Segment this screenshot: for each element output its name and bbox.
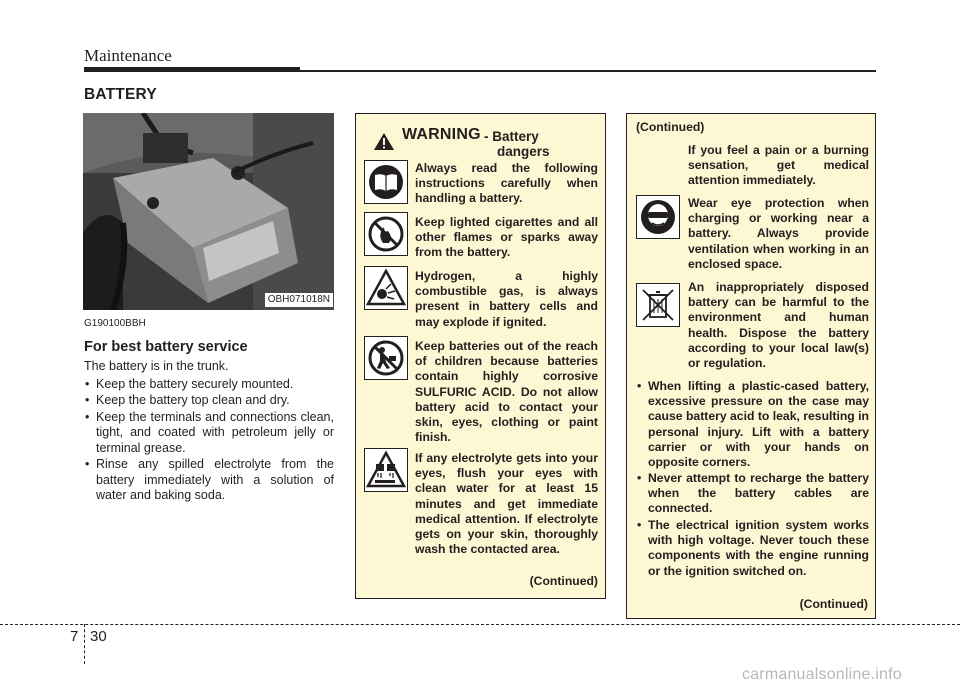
page-number: 30 [90, 628, 107, 645]
continued-label: (Continued) [529, 574, 598, 588]
list-item: • When lifting a plastic-cased battery, excessive pressure on the case may cause battery acid to leak, resulting in personal injury. Lift with a battery carrier or with your hands on opposite corners. [636, 379, 869, 470]
keep-away-children-icon [364, 336, 408, 380]
footer-rule [0, 624, 960, 625]
header-rule-thin [300, 70, 876, 72]
list-item: • Keep the terminals and connections clean, tight, and coated with petroleum jelly or terminal grease. [84, 410, 334, 457]
warning-item-text: Keep batteries out of the reach of children because batteries contain highly corrosive SULFURIC ACID. Do not allow battery acid to contact your skin, eyes, clothing or paint finish. [415, 339, 598, 445]
warning-item-text: Hydrogen, a highly combustible gas, is always present in battery cells and may explode if ignited. [415, 269, 598, 329]
list-item: • Rinse any spilled electrolyte from the battery immediately with a solution of water and baking soda. [84, 457, 334, 504]
warning-item-text: If any electrolyte gets into your eyes, flush your eyes with clean water for at least 15 minutes and get immediate medical attention. If electrolyte gets on your skin, thoroughly wash the contacted area. [415, 451, 598, 557]
continued-lead-text: If you feel a pain or a burning sensation, get medical attention immediately. [688, 143, 869, 188]
continued-label: (Continued) [799, 597, 868, 611]
continued-box [626, 113, 876, 619]
section-code: G190100BBH [84, 318, 146, 329]
warning-subtitle-2: dangers [497, 144, 550, 159]
explosion-icon [364, 266, 408, 310]
battery-photo [83, 113, 334, 310]
header-rule-thick [84, 67, 300, 72]
continued-item-text: An inappropriately disposed battery can be harmful to the environment and human health. Dispose the battery according to your local law(s) or regulation. [688, 280, 869, 371]
warning-item-text: Always read the following instructions carefully when handling a battery. [415, 161, 598, 206]
left-column [84, 316, 334, 505]
warning-box [355, 113, 606, 599]
eye-protection-icon [636, 195, 680, 239]
list-item: • Keep the battery securely mounted. [84, 377, 334, 393]
no-flame-icon [364, 212, 408, 256]
list-item: • Never attempt to recharge the battery when the battery cables are connected. [636, 471, 869, 517]
list-item: • Keep the battery top clean and dry. [84, 393, 334, 409]
continued-heading: (Continued) [636, 120, 705, 134]
list-item: • The electrical ignition system works with high voltage. Never touch these components with the engine running or the ignition switched on. [636, 518, 869, 579]
warning-item-text: Keep lighted cigarettes and all other flames or sparks away from the battery. [415, 215, 598, 260]
warning-label: WARNING [402, 126, 481, 143]
footer-divider [84, 624, 85, 664]
no-disposal-bin-icon [636, 283, 680, 327]
manual-book-icon [364, 160, 408, 204]
acid-hazard-icon [364, 448, 408, 492]
subheading: For best battery service [84, 338, 248, 355]
figure-code: OBH071018N [265, 293, 333, 307]
warning-subtitle-1: - Battery [484, 129, 539, 144]
intro-text: The battery is in the trunk. [84, 359, 229, 373]
chapter-number: 7 [70, 628, 79, 645]
section-title: BATTERY [84, 86, 157, 103]
tips-list [84, 377, 334, 504]
continued-item-text: Wear eye protection when charging or working near a battery. Always provide ventilation when working in an enclosed space. [688, 196, 869, 271]
warning-triangle-icon [373, 132, 395, 151]
watermark: carmanualsonline.info [742, 666, 902, 683]
running-head: Maintenance [84, 46, 172, 65]
